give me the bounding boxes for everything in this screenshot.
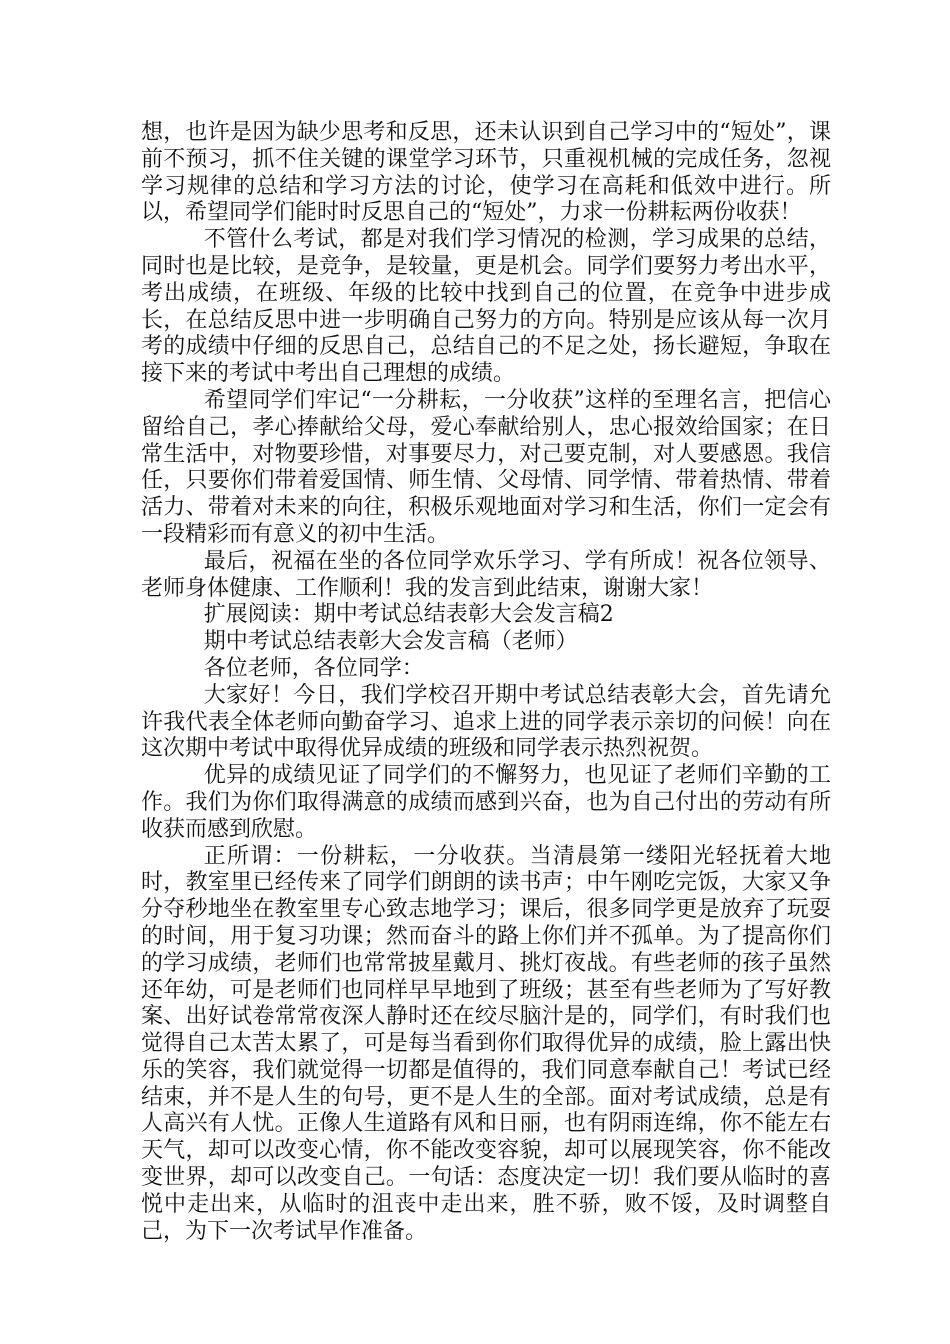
paragraph-closing: 最后，祝福在坐的各位同学欢乐学习、学有所成！祝各位领导、老师身体健康、工作顺利！我的发言到此结束，谢谢大家！ <box>141 548 831 601</box>
paragraph-effort: 正所谓：一份耕耘，一分收获。当清晨第一缕阳光轻抚着大地时，教室里已经传来了同学们朗朗的读书声；中午刚吃完饭，大家又争分夺秒地坐在教室里专心致志地学习；课后，很多同学更是放弃了玩耍的时间，用于复习功课；然而奋斗的路上你们并不孤单。为了提高你们的学习成绩，老师们也常常披星戴月、挑灯夜战。有些老师的孩子虽然还年幼，可是老师们也同样早早地到了班级；甚至有些老师为了写好教案、出好试卷常常夜深人静时还在绞尽脑汁是的，同学们，有时我们也觉得自己太苦太累了，可是每当看到你们取得优异的成绩，脸上露出快乐的笑容，我们就觉得一切都是值得的，我们同意奉献自己！考试已经结束，并不是人生的句号，更不是人生的全部。面对考试成绩，总是有人高兴有人忧。正像人生道路有风和日丽，也有阴雨连绵，你不能左右天气，却可以改变心情，你不能改变容貌，却可以展现笑容，你不能改变世界，却可以改变自己。一句话：态度决定一切！我们要从临时的喜悦中走出来，从临时的沮丧中走出来，胜不骄，败不馁，及时调整自己，为下一次考试早作准备。 <box>141 843 831 1244</box>
paragraph-exam-significance: 不管什么考试，都是对我们学习情况的检测，学习成果的总结，同时也是比较，是竞争，是较量，更是机会。同学们要努力考出水平，考出成绩，在班级、年级的比较中找到自己的位置，在竞争中进步成长，在总结反思中进一步明确自己努力的方向。特别是应该从每一次月考的成绩中仔细的反思自己，总结自己的不足之处，扬长避短，争取在接下来的考试中考出自己理想的成绩。 <box>141 227 831 387</box>
extended-reading-heading: 扩展阅读：期中考试总结表彰大会发言稿2 <box>203 602 614 628</box>
paragraph-continuation: 想，也许是因为缺少思考和反思，还未认识到自己学习中的“短处”，课前不预习，抓不住关键的课堂学习环节，只重视机械的完成任务，忽视学习规律的总结和学习方法的讨论，使学习在高耗和低效中进行。所以，希望同学们能时时反思自己的“短处”，力求一份耕耘两份收获！ <box>141 120 831 226</box>
speech-title: 期中考试总结表彰大会发言稿（老师） <box>203 629 578 655</box>
document-body <box>141 120 831 1245</box>
speech-salutation: 各位老师，各位同学： <box>203 655 424 681</box>
paragraph-greeting: 大家好！今日，我们学校召开期中考试总结表彰大会，首先请允许我代表全体老师向勤奋学习、追求上进的同学表示亲切的问候！向在这次期中考试中取得优异成绩的班级和同学表示热烈祝贺。 <box>141 682 831 762</box>
paragraph-results: 优异的成绩见证了同学们的不懈努力，也见证了老师们辛勤的工作。我们为你们取得满意的成绩而感到兴奋，也为自己付出的劳动有所收获而感到欣慰。 <box>141 763 831 842</box>
paragraph-hope: 希望同学们牢记“一分耕耘，一分收获”这样的至理名言，把信心留给自己，孝心捧献给父母，爱心奉献给别人，忠心报效给国家；在日常生活中，对物要珍惜，对事要尽力，对己要克制，对人要感恩。我信任，只要你们带着爱国情、师生情、父母情、同学情、带着热情、带着活力、带着对未来的向往，积极乐观地面对学习和生活，你们一定会有一段精彩而有意义的初中生活。 <box>141 387 831 547</box>
